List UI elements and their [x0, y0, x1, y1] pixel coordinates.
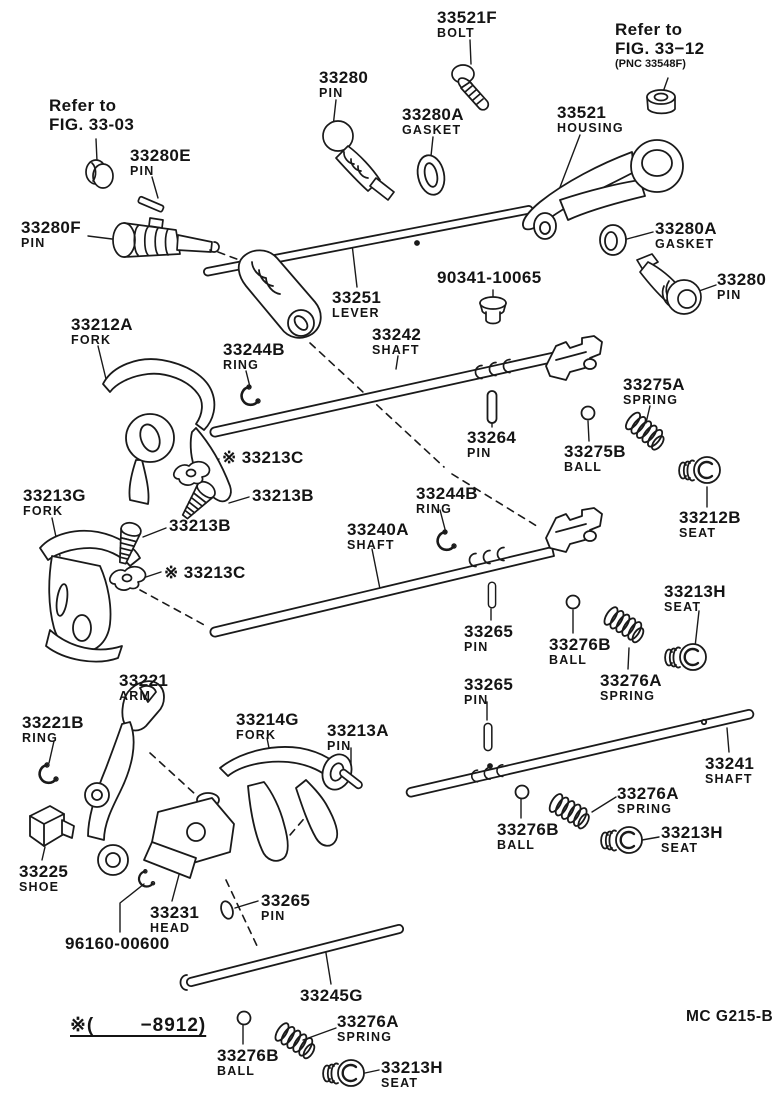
label-line: SHAFT: [372, 343, 420, 357]
label-screw-33213b-2: [169, 516, 231, 535]
label-pin-33265-2: [464, 675, 513, 707]
label-line: FORK: [236, 728, 277, 742]
label-line: 96160-00600: [65, 934, 170, 953]
label-pin-33280e: [130, 146, 191, 178]
label-line: SEAT: [664, 600, 702, 614]
label-line: 33231: [150, 903, 200, 922]
label-seat-33212b: [679, 508, 741, 540]
label-housing-33521: [557, 103, 624, 135]
label-line: 33214G: [236, 710, 299, 729]
label-ring-33244b-1: [223, 340, 285, 372]
label-seat-33213h-2: [661, 823, 723, 855]
label-line: ARM: [119, 689, 152, 703]
label-line: 33244B: [223, 340, 285, 359]
label-line: 33265: [464, 675, 514, 694]
label-line: SPRING: [617, 802, 673, 816]
label-line: RING: [416, 502, 453, 516]
label-shaft-33242: [372, 325, 421, 357]
label-line: PIN: [464, 693, 489, 707]
label-line: FORK: [23, 504, 64, 518]
label-line: 33280: [717, 270, 767, 289]
label-pin-33280f: [21, 218, 81, 250]
label-line: 33251: [332, 288, 382, 307]
label-line: ※ 33213C: [164, 563, 246, 582]
label-line: SHOE: [19, 880, 60, 894]
label-line: 33213B: [252, 486, 314, 505]
label-line: HOUSING: [557, 121, 624, 135]
label-shaft-33245g: [300, 986, 363, 1005]
label-line: 33280E: [130, 146, 192, 165]
label-head-33231: [150, 903, 199, 935]
label-line: GASKET: [655, 237, 715, 251]
label-line: 33221B: [22, 713, 84, 732]
label-ring-96160-00600: [65, 934, 170, 953]
label-line: 33276A: [337, 1012, 399, 1031]
label-line: PIN: [21, 236, 46, 250]
label-lever-33251: [332, 288, 381, 320]
label-line: 33276A: [617, 784, 679, 803]
label-ball-33275b: [564, 442, 626, 474]
label-screw-33213b-1: [252, 486, 314, 505]
label-fork-33212a: [71, 315, 133, 347]
label-line: Refer to: [49, 96, 117, 115]
production-note: ※( −8912): [70, 1015, 207, 1036]
label-line: 33265: [261, 891, 311, 910]
label-line: 33521: [557, 103, 607, 122]
label-line: 33264: [467, 428, 517, 447]
label-line: 33213H: [661, 823, 723, 842]
label-gasket-33280a-top: [402, 105, 464, 137]
label-line: PIN: [467, 446, 492, 460]
label-line: 33265: [464, 622, 514, 641]
label-part-33213c-2: [164, 563, 246, 582]
label-line: RING: [22, 731, 59, 745]
label-ring-33244b-2: [416, 484, 478, 516]
label-line: 33213G: [23, 486, 86, 505]
label-line: PIN: [261, 909, 286, 923]
label-line: 33276B: [497, 820, 559, 839]
label-line: 33280A: [402, 105, 464, 124]
label-line: 90341-10065: [437, 268, 542, 287]
label-bolt-33521f: [437, 8, 497, 40]
label-line: SPRING: [337, 1030, 393, 1044]
label-pin-33264: [467, 428, 516, 460]
label-line: 33521F: [437, 8, 498, 27]
label-line: BALL: [564, 460, 603, 474]
label-shaft-33241: [705, 754, 754, 786]
label-pin-33280-top: [319, 68, 368, 100]
label-line: PIN: [717, 288, 742, 302]
label-line: 33225: [19, 862, 69, 881]
label-line: 33280A: [655, 219, 717, 238]
label-shoe-33225: [19, 862, 68, 894]
label-line: FORK: [71, 333, 112, 347]
label-spring-33276a-3: [337, 1012, 399, 1044]
label-line: 33213A: [327, 721, 389, 740]
label-line: SHAFT: [705, 772, 753, 786]
label-line: ※ 33213C: [222, 448, 304, 467]
label-fork-33214g: [236, 710, 299, 742]
label-spring-33275a: [623, 375, 685, 407]
label-ball-33276b-2: [497, 820, 559, 852]
label-line: GASKET: [402, 123, 462, 137]
label-line: 33280F: [21, 218, 82, 237]
label-line: BOLT: [437, 26, 475, 40]
label-spring-33276a-2: [617, 784, 679, 816]
label-line: SEAT: [381, 1076, 419, 1090]
label-line: 33213B: [169, 516, 231, 535]
label-fork-33213g: [23, 486, 86, 518]
label-pin-33265-1: [464, 622, 513, 654]
label-line: 33212A: [71, 315, 133, 334]
label-line: 33240A: [347, 520, 409, 539]
label-line: RING: [223, 358, 260, 372]
label-line: SPRING: [600, 689, 656, 703]
label-line: FIG. 33-03: [49, 115, 135, 134]
label-arm-33221: [119, 671, 168, 703]
label-pin-33265-3: [261, 891, 310, 923]
label-ball-33276b-3: [217, 1046, 279, 1078]
label-gasket-33280a-right: [655, 219, 717, 251]
label-line: 33213H: [664, 582, 726, 601]
label-line: 33212B: [679, 508, 741, 527]
label-spring-33276a-1: [600, 671, 662, 703]
label-line: HEAD: [150, 921, 191, 935]
label-line: PIN: [319, 86, 344, 100]
label-seat-33213h-1: [664, 582, 726, 614]
label-refer-fig-33-03: [49, 96, 134, 134]
label-line: BALL: [497, 838, 536, 852]
label-line: 33276A: [600, 671, 662, 690]
label-line: 33275B: [564, 442, 626, 461]
label-line: 33241: [705, 754, 755, 773]
label-line: SPRING: [623, 393, 679, 407]
label-refer-fig-33-12: [615, 20, 705, 71]
label-pin-33280-right: [717, 270, 766, 302]
label-line: Refer to: [615, 20, 683, 39]
label-line: SEAT: [661, 841, 699, 855]
label-line: LEVER: [332, 306, 380, 320]
label-ring-33221b: [22, 713, 84, 745]
label-pin-33213a: [327, 721, 389, 753]
figure-code: MC G215-B: [686, 1008, 774, 1025]
label-line: 33213H: [381, 1058, 443, 1077]
label-part-33213c-1: [222, 448, 304, 467]
label-line: 33280: [319, 68, 369, 87]
label-line: SEAT: [679, 526, 717, 540]
label-line: (PNC 33548F): [615, 58, 686, 70]
label-line: 33276B: [217, 1046, 279, 1065]
label-line: PIN: [327, 739, 352, 753]
label-line: SHAFT: [347, 538, 395, 552]
label-line: 33244B: [416, 484, 478, 503]
label-line: PIN: [464, 640, 489, 654]
label-line: BALL: [549, 653, 588, 667]
label-ball-33276b-1: [549, 635, 611, 667]
label-line: 33245G: [300, 986, 363, 1005]
label-line: 33276B: [549, 635, 611, 654]
label-line: 33275A: [623, 375, 685, 394]
label-line: 33221: [119, 671, 169, 690]
label-seat-33213h-3: [381, 1058, 443, 1090]
label-shaft-33240a: [347, 520, 409, 552]
label-line: BALL: [217, 1064, 256, 1078]
label-line: PIN: [130, 164, 155, 178]
label-line: FIG. 33−12: [615, 39, 705, 58]
label-line: 33242: [372, 325, 422, 344]
label-plug-90341-10065: [437, 268, 542, 287]
